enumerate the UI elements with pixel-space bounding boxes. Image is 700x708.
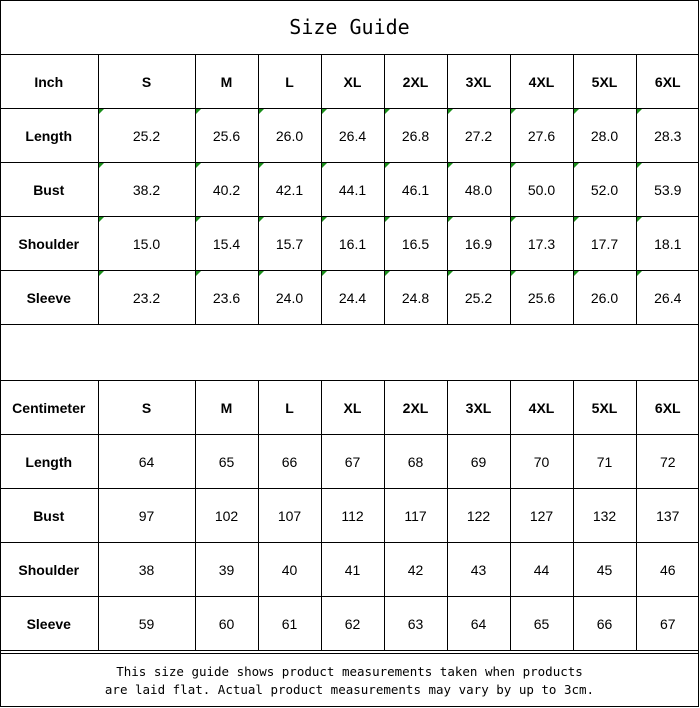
measurement-value: 68 [407, 453, 424, 470]
cell-corner-marker [637, 109, 642, 114]
measurement-value: 27.6 [527, 127, 556, 144]
size-header: 3XL [447, 381, 510, 435]
measurement-value: 66 [281, 453, 298, 470]
measurement-value: 26.4 [654, 289, 682, 306]
cell-corner-marker [259, 163, 264, 168]
measurement-cell [573, 109, 636, 163]
table-row [0, 489, 699, 543]
measurement-label: Shoulder [0, 217, 98, 271]
cell-corner-marker [511, 271, 516, 276]
measurement-value: 27.2 [464, 127, 493, 144]
measurement-value: 42 [407, 561, 424, 578]
measurement-cell [447, 217, 510, 271]
measurement-value: 48.0 [464, 181, 493, 198]
measurement-note [0, 653, 699, 707]
measurement-value: 72 [659, 453, 676, 470]
measurement-cell [510, 489, 573, 543]
cell-corner-marker [196, 271, 201, 276]
cell-corner-marker [574, 109, 579, 114]
measurement-cell [573, 271, 636, 325]
cell-corner-marker [637, 163, 642, 168]
cell-corner-marker [322, 217, 327, 222]
measurement-cell [384, 271, 447, 325]
cell-corner-marker [511, 163, 516, 168]
measurement-value: 61 [281, 615, 298, 632]
measurement-cell [258, 435, 321, 489]
measurement-cell [573, 435, 636, 489]
measurement-cell [636, 217, 699, 271]
measurement-value: 16.1 [338, 235, 367, 252]
size-header: 4XL [510, 381, 573, 435]
measurement-value: 26.4 [338, 127, 367, 144]
measurement-cell [510, 217, 573, 271]
measurement-cell [258, 543, 321, 597]
measurement-label: Bust [0, 489, 98, 543]
size-header: S [98, 381, 195, 435]
measurement-value: 69 [470, 453, 487, 470]
table-row [0, 217, 699, 271]
measurement-value: 38.2 [132, 181, 161, 198]
measurement-cell [98, 597, 195, 651]
measurement-cell [258, 597, 321, 651]
measurement-value: 64 [138, 453, 155, 470]
table-row [0, 271, 699, 325]
measurement-value: 107 [277, 507, 302, 524]
measurement-cell [636, 163, 699, 217]
measurement-cell [98, 109, 195, 163]
measurement-value: 67 [344, 453, 361, 470]
measurement-cell [258, 109, 321, 163]
header-row [0, 55, 699, 109]
measurement-cell [636, 597, 699, 651]
measurement-value: 39 [218, 561, 235, 578]
measurement-cell [98, 543, 195, 597]
measurement-value: 15.4 [212, 235, 241, 252]
measurement-value: 24.4 [338, 289, 367, 306]
measurement-cell [258, 271, 321, 325]
measurement-value: 65 [533, 615, 550, 632]
measurement-cell [321, 435, 384, 489]
size-header: L [258, 381, 321, 435]
measurement-value: 132 [592, 507, 617, 524]
measurement-cell [321, 489, 384, 543]
page-title: Size Guide [0, 0, 699, 55]
measurement-value: 102 [214, 507, 239, 524]
cell-corner-marker [99, 217, 104, 222]
measurement-cell [573, 543, 636, 597]
measurement-value: 23.6 [212, 289, 241, 306]
measurement-value: 23.2 [132, 289, 161, 306]
cell-corner-marker [99, 271, 104, 276]
cell-corner-marker [259, 271, 264, 276]
cell-corner-marker [99, 109, 104, 114]
measurement-cell [447, 435, 510, 489]
measurement-cell [98, 489, 195, 543]
measurement-value: 43 [470, 561, 487, 578]
measurement-cell [321, 163, 384, 217]
note-line-1: This size guide shows product measurements taken when products [116, 663, 583, 679]
table-row [0, 435, 699, 489]
measurement-cell [384, 543, 447, 597]
measurement-value: 70 [533, 453, 550, 470]
measurement-cell [447, 109, 510, 163]
measurement-cell [98, 271, 195, 325]
cell-corner-marker [574, 271, 579, 276]
measurement-value: 26.0 [275, 127, 304, 144]
measurement-cell [321, 109, 384, 163]
table-row [0, 109, 699, 163]
measurement-value: 64 [470, 615, 487, 632]
measurement-value: 52.0 [590, 181, 619, 198]
measurement-cell [195, 217, 258, 271]
cell-corner-marker [511, 217, 516, 222]
size-header: 5XL [573, 55, 636, 109]
measurement-value: 44.1 [338, 181, 367, 198]
measurement-value: 60 [218, 615, 235, 632]
centimeter-size-table [0, 381, 699, 651]
measurement-value: 67 [659, 615, 676, 632]
measurement-value: 26.8 [401, 127, 430, 144]
size-header: 4XL [510, 55, 573, 109]
measurement-value: 137 [656, 507, 680, 524]
cell-corner-marker [574, 217, 579, 222]
measurement-cell [447, 163, 510, 217]
measurement-cell [447, 271, 510, 325]
cell-corner-marker [196, 163, 201, 168]
measurement-value: 25.6 [527, 289, 556, 306]
measurement-value: 26.0 [590, 289, 619, 306]
measurement-value: 97 [138, 507, 155, 524]
measurement-cell [321, 217, 384, 271]
measurement-cell [510, 597, 573, 651]
cell-corner-marker [196, 109, 201, 114]
measurement-cell [384, 597, 447, 651]
measurement-label: Bust [0, 163, 98, 217]
measurement-cell [573, 489, 636, 543]
measurement-value: 28.3 [654, 127, 682, 144]
size-header: S [98, 55, 195, 109]
cell-corner-marker [385, 109, 390, 114]
measurement-cell [195, 489, 258, 543]
measurement-cell [321, 271, 384, 325]
cell-corner-marker [448, 217, 453, 222]
cell-corner-marker [385, 217, 390, 222]
size-header: M [195, 381, 258, 435]
measurement-value: 17.7 [590, 235, 619, 252]
measurement-cell [636, 435, 699, 489]
measurement-value: 16.5 [401, 235, 430, 252]
measurement-value: 46 [659, 561, 676, 578]
measurement-cell [321, 543, 384, 597]
size-header: 5XL [573, 381, 636, 435]
inch-size-table [0, 55, 699, 325]
measurement-cell [447, 543, 510, 597]
header-row [0, 381, 699, 435]
measurement-cell [384, 109, 447, 163]
size-header: L [258, 55, 321, 109]
measurement-cell [384, 163, 447, 217]
cell-corner-marker [322, 163, 327, 168]
table-row [0, 597, 699, 651]
measurement-label: Sleeve [0, 597, 98, 651]
measurement-label: Length [0, 109, 98, 163]
measurement-cell [573, 217, 636, 271]
measurement-cell [195, 109, 258, 163]
measurement-value: 63 [407, 615, 424, 632]
cell-corner-marker [448, 109, 453, 114]
measurement-cell [447, 489, 510, 543]
measurement-cell [573, 597, 636, 651]
measurement-cell [636, 109, 699, 163]
measurement-value: 65 [218, 453, 235, 470]
measurement-cell [195, 543, 258, 597]
measurement-cell [510, 435, 573, 489]
cell-corner-marker [448, 271, 453, 276]
cell-corner-marker [322, 109, 327, 114]
measurement-cell [384, 435, 447, 489]
measurement-cell [636, 543, 699, 597]
measurement-cell [195, 271, 258, 325]
measurement-value: 66 [596, 615, 613, 632]
table-row [0, 163, 699, 217]
measurement-cell [636, 489, 699, 543]
measurement-cell [384, 217, 447, 271]
measurement-value: 16.9 [464, 235, 493, 252]
measurement-value: 46.1 [401, 181, 430, 198]
size-header: 6XL [636, 381, 699, 435]
cell-corner-marker [385, 271, 390, 276]
measurement-cell [98, 163, 195, 217]
cell-corner-marker [385, 163, 390, 168]
measurement-cell [573, 163, 636, 217]
measurement-cell [510, 109, 573, 163]
measurement-value: 17.3 [527, 235, 556, 252]
cell-corner-marker [448, 163, 453, 168]
measurement-value: 28.0 [590, 127, 619, 144]
size-header: 6XL [636, 55, 699, 109]
measurement-cell [510, 163, 573, 217]
measurement-cell [510, 271, 573, 325]
cell-corner-marker [637, 271, 642, 276]
measurement-cell [384, 489, 447, 543]
cell-corner-marker [637, 217, 642, 222]
cell-corner-marker [99, 163, 104, 168]
cell-corner-marker [259, 217, 264, 222]
measurement-value: 112 [341, 507, 364, 524]
measurement-value: 127 [529, 507, 554, 524]
measurement-value: 62 [344, 615, 361, 632]
measurement-cell [195, 163, 258, 217]
measurement-value: 59 [138, 615, 155, 632]
cell-corner-marker [511, 109, 516, 114]
measurement-value: 18.1 [654, 235, 682, 252]
measurement-cell [98, 435, 195, 489]
measurement-value: 53.9 [654, 181, 682, 198]
table-row [0, 543, 699, 597]
measurement-label: Length [0, 435, 98, 489]
cell-corner-marker [259, 109, 264, 114]
measurement-value: 50.0 [527, 181, 556, 198]
measurement-value: 15.7 [275, 235, 304, 252]
measurement-cell [258, 163, 321, 217]
unit-label: Centimeter [0, 381, 98, 435]
measurement-value: 25.2 [464, 289, 493, 306]
cell-corner-marker [574, 163, 579, 168]
size-header: 3XL [447, 55, 510, 109]
measurement-value: 117 [404, 507, 427, 524]
measurement-value: 40 [281, 561, 298, 578]
measurement-cell [636, 271, 699, 325]
measurement-cell [195, 435, 258, 489]
measurement-cell [510, 543, 573, 597]
measurement-value: 71 [596, 453, 613, 470]
cell-corner-marker [196, 217, 201, 222]
measurement-cell [321, 597, 384, 651]
measurement-value: 25.6 [212, 127, 241, 144]
cell-corner-marker [322, 271, 327, 276]
measurement-value: 38 [138, 561, 155, 578]
measurement-value: 24.0 [275, 289, 304, 306]
measurement-cell [258, 217, 321, 271]
measurement-value: 45 [596, 561, 613, 578]
measurement-label: Shoulder [0, 543, 98, 597]
note-line-2: are laid flat. Actual product measurements may vary by up to 3cm. [104, 681, 595, 697]
unit-label: Inch [0, 55, 98, 109]
measurement-cell [258, 489, 321, 543]
measurement-value: 40.2 [212, 181, 241, 198]
measurement-value: 41 [344, 561, 361, 578]
size-header: XL [321, 381, 384, 435]
measurement-cell [98, 217, 195, 271]
measurement-value: 24.8 [401, 289, 430, 306]
measurement-value: 25.2 [132, 127, 161, 144]
measurement-value: 122 [466, 507, 491, 524]
measurement-value: 44 [533, 561, 550, 578]
size-header: 2XL [384, 55, 447, 109]
table-separator [0, 326, 699, 381]
measurement-value: 42.1 [275, 181, 304, 198]
size-header: 2XL [384, 381, 447, 435]
size-header: M [195, 55, 258, 109]
measurement-value: 15.0 [132, 235, 161, 252]
size-header: XL [321, 55, 384, 109]
measurement-cell [195, 597, 258, 651]
measurement-cell [447, 597, 510, 651]
measurement-label: Sleeve [0, 271, 98, 325]
